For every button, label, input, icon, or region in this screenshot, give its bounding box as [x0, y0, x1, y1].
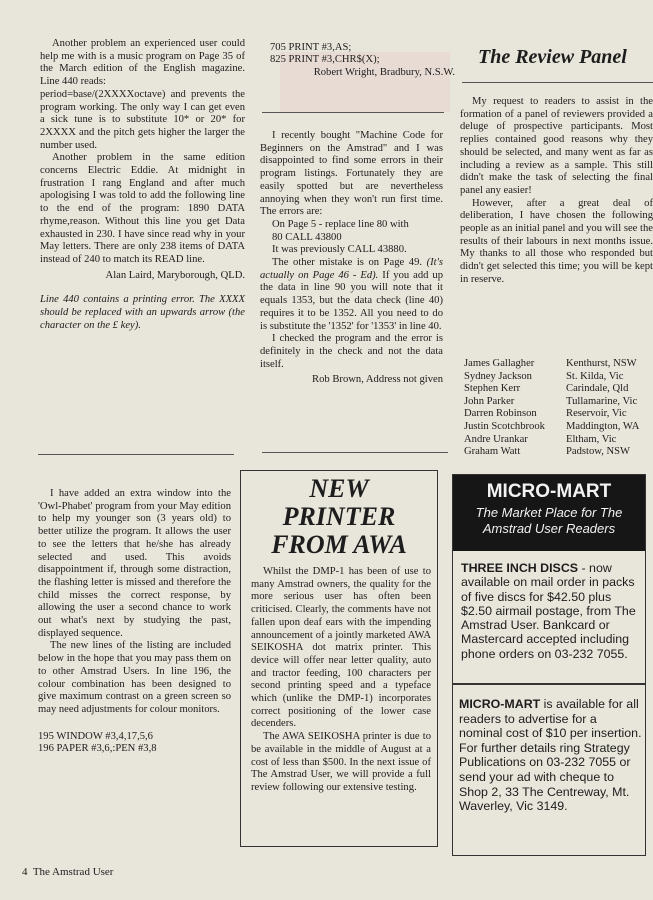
editor-note: Line 440 contains a printing error. The XXXX should be replaced with an upwards arrow (the character on the £ key).	[40, 294, 245, 331]
panel-places	[566, 358, 639, 459]
letter-paragraph: I have added an extra window into the 'Owl-Phabet' program from your May edition to help my younger son (3 years old) to better utilize the program. It allows the user to see the letters that he/she has already selected and used. This avoids disappointment if, through some distraction, the flashing letter is missed and therefore the child misses the correct response, by allowing the user a second chance to work out what's next by studying the past, displayed sequence.	[38, 488, 231, 639]
letter-paragraph: Another problem in the same edition concerns Electric Eddie. At midnight in frustration I rang England and after much apologising I was told to add the following line to the end of the program: 1890 DATA rhyme,reason. Without this line you get Data exhausted in 230. I have since read why in your May letters. There are only 238 items of DATA instead of 240 to match its READ line.	[40, 152, 245, 265]
page-footer	[22, 866, 113, 878]
code-listing	[270, 42, 460, 79]
micro-mart-discs-ad	[461, 561, 643, 661]
code-line: 196 PAPER #3,6,:PEN #3,8	[38, 743, 157, 755]
micro-mart-header	[453, 475, 645, 551]
code-line: 195 WINDOW #3,4,17,5,6	[38, 730, 153, 742]
errata-line: On Page 5 - replace line 80 with	[272, 218, 409, 230]
errata-line: 80 CALL 43800	[272, 231, 342, 243]
panel-place: Carindale, Qld	[566, 383, 629, 395]
micro-mart-info	[459, 697, 643, 814]
letter-owl-phabet	[38, 488, 231, 756]
article-paragraph: Whilst the DMP-1 has been of use to many Amstrad owners, the quality for the more serious user has often been criticised. Clearly, the comments have not fallen upon deaf ears with the impending announcement of a jointly marketed AWA SEIKOSHA dot matrix printer. This device will offer near letter quality, auto and tractor feeding, 100 characters per second printing speed and a typeface which (unlike the DMP-1) incorporates correct positioning of the lower case decenders.	[251, 566, 431, 730]
review-panel-title: The Review Panel	[478, 46, 627, 68]
letter-signature: Robert Wright, Bradbury, N.S.W.	[313, 66, 455, 78]
letter-paragraph: Another problem an experienced user could help me with is a music program on Page 35 of the March edition of the English magazine. Line 440 reads:	[40, 38, 245, 88]
letter-music-program	[40, 38, 245, 332]
panel-name: Graham Watt	[464, 446, 521, 458]
panel-place: Tullamarine, Vic	[566, 395, 638, 407]
letter-paragraph: The new lines of the listing are included below in the hope that you may pass them on to other Amstrad Users. In line 196, the colour combination has been designed to give maximum contrast on a green screen so may need adjustments for colour monitors.	[38, 640, 231, 715]
panel-place: St. Kilda, Vic	[566, 370, 624, 382]
panel-name: John Parker	[464, 395, 515, 407]
printer-headline	[241, 475, 437, 559]
divider	[453, 683, 645, 685]
code-listing	[38, 731, 231, 756]
ad-heading: THREE INCH DISCS	[461, 561, 579, 575]
letter-paragraph: I checked the program and the error is definitely in the check and not the data itself.	[260, 333, 443, 370]
headline-line: NEW	[309, 474, 369, 503]
letter-text: The other mistake is on Page 49.	[272, 257, 427, 269]
divider	[462, 82, 653, 83]
panel-place: Kenthurst, NSW	[566, 358, 637, 369]
errata-line: It was previously CALL 43880.	[272, 244, 407, 256]
ad-text: is available for all readers to advertise for a nominal cost of $10 per insertion. For further details ring Strategy Publications on 03-232 7055 or send your ad with cheque to Shop 2, 33 The Centreway, Mt. Waverley, Vic 3149.	[459, 697, 642, 814]
code-line: 825 PRINT #3,CHR$(X);	[270, 54, 380, 66]
article-paragraph: The AWA SEIKOSHA printer is due to be available in the middle of August at a cost of less than $500. In the next issue of The Amstrad User, we will provide a full review following our extensive testing.	[251, 731, 431, 793]
panel-place: Maddington, WA	[566, 420, 640, 432]
editor-note: (It's actually on Page 46 - Ed).	[260, 257, 443, 281]
letter-signature: Rob Brown, Address not given	[312, 374, 443, 386]
headline-line: PRINTER	[282, 502, 396, 531]
code-text: period=base/(2XXXXoctave)	[40, 88, 166, 100]
review-panel-text	[460, 96, 653, 287]
micro-mart-subtitle: The Market Place for The Amstrad User Readers	[475, 505, 623, 536]
micro-mart-box	[452, 474, 646, 856]
divider	[262, 112, 444, 113]
review-paragraph: My request to readers to assist in the formation of a panel of reviewers provided a deluge of prospective participants. Most replies contained good reasons why they should be selected, and many went as far as including a review as a sample. This still didn't make the task of selecting the final panel any easier!	[460, 96, 653, 196]
panel-name: Darren Robinson	[464, 408, 537, 420]
panel-names	[464, 358, 545, 459]
letter-paragraph: I recently bought "Machine Code for Beginners on the Amstrad" and I was disappointed to find some errors in their program listings. Fortunately they are easily spotted but are nevertheless annoying when they won't run first time. The errors are:	[260, 130, 443, 218]
panel-name: James Gallagher	[464, 358, 535, 369]
panel-name: Stephen Kerr	[464, 383, 521, 395]
headline-line: FROM AWA	[271, 530, 407, 559]
panel-name: Sydney Jackson	[464, 370, 532, 382]
panel-place: Padstow, NSW	[566, 446, 631, 458]
printer-article-box	[240, 470, 438, 847]
divider	[262, 452, 448, 453]
letter-paragraph: and prevents the program working. The only way I can get even a sick tune is to substitute 10* or 20* for 2XXXX and the pitch gets higher the larger the number used.	[40, 88, 245, 151]
panel-place: Eltham, Vic	[566, 433, 617, 445]
panel-name: Andre Urankar	[464, 433, 528, 445]
page-number: 4	[22, 866, 28, 878]
panel-place: Reservoir, Vic	[566, 408, 627, 420]
magazine-name: The Amstrad User	[32, 866, 114, 878]
letter-machine-code	[260, 130, 443, 387]
printer-article-body	[251, 566, 431, 795]
letter-text: If you add up the data in line 90 you will note that it equals 1353, but the data check (line 40) requires it to be 1352. All you need to do is substitute the '1352' for '1353' in line 40.	[260, 269, 444, 332]
code-line	[40, 89, 245, 153]
micro-mart-title: MICRO-MART	[486, 481, 612, 502]
letter-signature: Alan Laird, Maryborough, QLD.	[105, 269, 245, 281]
review-paragraph: However, after a great deal of deliberation, I have chosen the following people as an initial panel and you will see the results of their labours in next months issue. My thanks to all those who responded but didn't get selected this time; you will be kept in reserve.	[460, 197, 653, 285]
ad-heading: MICRO-MART	[459, 697, 541, 711]
code-line: 705 PRINT #3,AS;	[270, 42, 352, 53]
divider	[38, 454, 234, 455]
panel-name: Justin Scotchbrook	[464, 420, 545, 432]
ad-text: - now available on mail order in packs of five discs for $42.50 plus $2.50 airmail postage, from The Amstrad User. Bankcard or Mastercard accepted including phone orders on 03-232 7055.	[461, 561, 636, 661]
letter-paragraph	[260, 257, 443, 333]
